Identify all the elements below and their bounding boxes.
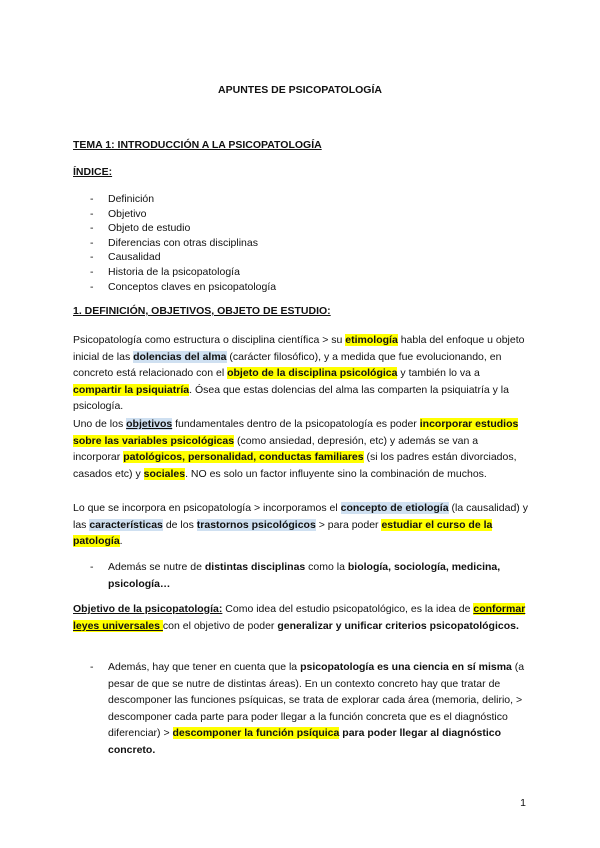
document-title: APUNTES DE PSICOPATOLOGÍA (218, 84, 382, 96)
bullet-disciplinas (90, 559, 548, 592)
bold-text: psicopatología es una ciencia en sí misma (300, 661, 512, 673)
highlight-text: patológicos, personalidad, conductas familiares (123, 451, 364, 464)
highlight-text: trastornos psicológicos (196, 518, 316, 531)
indice-heading: ÍNDICE: (73, 166, 113, 178)
indice-list (90, 192, 276, 294)
text: como la (305, 561, 348, 573)
highlight-text: sociales (143, 467, 186, 480)
highlight-text: concepto de etiología (340, 502, 449, 514)
bullet-ciencia (90, 659, 548, 759)
paragraph-etiologia (73, 500, 528, 550)
list-item: - Objetivo (90, 207, 276, 222)
text: (si los padres están divorciados, casados etc) y (73, 451, 517, 480)
section1-heading: 1. DEFINICIÓN, OBJETIVOS, OBJETO DE ESTUDIO: (73, 305, 331, 317)
highlight-text: estudiar el curso de la patología (73, 518, 493, 548)
text: . NO es solo un factor influyente sino la combinación de muchos. (185, 467, 487, 480)
lead-text: Objetivo de la psicopatología: (73, 603, 223, 615)
text: Como idea del estudio psicopatológico, es la idea de (222, 603, 474, 615)
text: Psicopatología como estructura o disciplina científica > su (73, 334, 346, 346)
text: Además, hay que tener en cuenta que la (108, 661, 301, 673)
list-item: - Historia de la psicopatología (90, 265, 276, 280)
paragraph-objetivo-psicopatologia (73, 601, 528, 634)
highlight-text: dolencias del alma (133, 350, 227, 363)
list-item: - Conceptos claves en psicopatología (90, 280, 276, 295)
text: Uno de los (73, 418, 127, 430)
text: con el objetivo de poder (162, 619, 278, 632)
text: Lo que se incorpora en psicopatología > incorporamos el (73, 502, 341, 514)
highlight-text: descomponer la función psíquica (172, 727, 340, 740)
list-item: - Diferencias con otras disciplinas (90, 236, 276, 251)
paragraph-objetivos (73, 416, 528, 482)
list-item: - Causalidad (90, 250, 276, 265)
highlight-text: objeto de la disciplina psicológica (227, 367, 398, 380)
list-item: - Definición (90, 192, 276, 207)
text: habla del enfoque u objeto inicial de las (73, 334, 525, 363)
highlight-text: conformar leyes universales (73, 603, 526, 632)
text: (carácter filosófico), y a medida que fue evolucionando, en concreto está relacionado con el (73, 350, 502, 380)
text: (la causalidad) y las (73, 502, 528, 531)
paragraph-definicion (73, 332, 528, 415)
text: y también lo va a (397, 367, 480, 380)
bold-text: generalizar y unificar criterios psicopatológicos. (277, 619, 519, 632)
text: de los (162, 518, 197, 531)
highlight-text: características (89, 518, 163, 531)
text: (a pesar de que se nutre de distintas áreas). En un contexto concreto hay que tratar de descomponer las funciones psíquicas, se trata de explorar cada área (memoria, delirio, > descomponer cada parte para poder llegar a la función concreta que es el diagnóstico diferenciar) > (108, 661, 525, 740)
highlight-text: compartir la psiquiatría (73, 383, 190, 396)
highlight-text: objetivos (126, 418, 173, 430)
bold-text: distintas disciplinas (204, 561, 306, 573)
page-number: 1 (520, 797, 526, 809)
bold-text: para poder llegar al diagnóstico concreto. (108, 727, 502, 756)
bold-text: biología, sociología, medicina, psicología… (108, 561, 501, 590)
text: fundamentales dentro de la psicopatología es poder (172, 418, 420, 430)
text: > para poder (315, 518, 382, 531)
highlight-text: incorporar estudios sobre las variables psicológicas (73, 418, 519, 447)
highlight-text: etimología (345, 334, 398, 346)
text: . (119, 535, 123, 548)
tema-heading: TEMA 1: INTRODUCCIÓN A LA PSICOPATOLOGÍA (73, 139, 322, 151)
text: Además se nutre de (108, 561, 205, 573)
text: . Ósea que estas dolencias del alma las comparten la psiquiatría y la psicología. (73, 383, 509, 413)
text: (como ansiedad, depresión, etc) y además se van a incorporar (73, 434, 479, 464)
list-item: - Objeto de estudio (90, 221, 276, 236)
